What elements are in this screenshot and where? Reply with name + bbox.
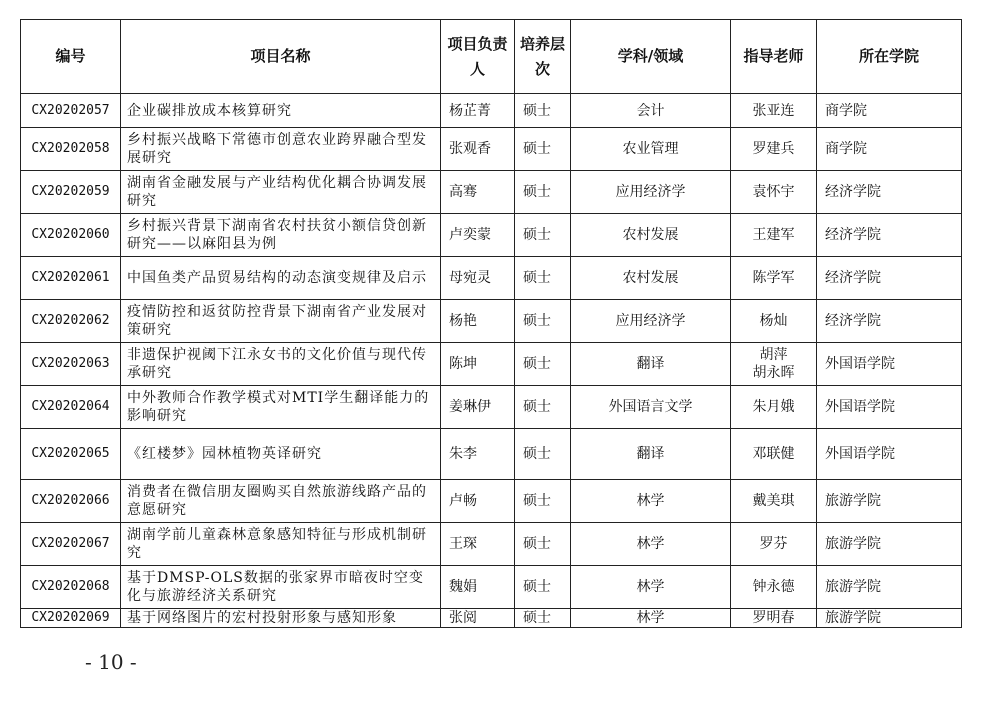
- cell-project-name: 消费者在微信朋友圈购买自然旅游线路产品的意愿研究: [121, 480, 441, 523]
- table-row: [21, 128, 962, 171]
- cell-advisor: [731, 214, 817, 257]
- cell-code: CX20202064: [21, 386, 121, 429]
- cell-lead: 高骞: [441, 171, 515, 214]
- cell-project-name: 湖南省金融发展与产业结构优化耦合协调发展研究: [121, 171, 441, 214]
- cell-field: 农村发展: [571, 214, 731, 257]
- cell-field: 翻译: [571, 343, 731, 386]
- cell-lead: 朱李: [441, 429, 515, 480]
- advisor-name: 邓联健: [752, 446, 795, 462]
- cell-college: 经济学院: [817, 300, 962, 343]
- cell-advisor: [731, 523, 817, 566]
- advisor-name: 钟永德: [752, 579, 795, 595]
- cell-project-name: 非遗保护视阈下江永女书的文化价值与现代传承研究: [121, 343, 441, 386]
- cell-college: 商学院: [817, 128, 962, 171]
- cell-level: 硕士: [515, 343, 571, 386]
- cell-college: 旅游学院: [817, 523, 962, 566]
- cell-level: 硕士: [515, 257, 571, 300]
- advisor-name: 袁怀宇: [752, 184, 795, 200]
- cell-field: 外国语言文学: [571, 386, 731, 429]
- cell-code: CX20202068: [21, 566, 121, 609]
- advisor-name: 戴美琪: [752, 493, 795, 509]
- cell-college: 商学院: [817, 94, 962, 128]
- cell-level: 硕士: [515, 214, 571, 257]
- header-advisor: 指导老师: [731, 20, 817, 94]
- cell-advisor: [731, 480, 817, 523]
- cell-lead: 母宛灵: [441, 257, 515, 300]
- table-row: [21, 343, 962, 386]
- table-row: [21, 609, 962, 628]
- cell-lead: 魏娟: [441, 566, 515, 609]
- cell-project-name: 中外教师合作教学模式对MTI学生翻译能力的影响研究: [121, 386, 441, 429]
- cell-level: 硕士: [515, 609, 571, 628]
- cell-field: 翻译: [571, 429, 731, 480]
- cell-field: 林学: [571, 566, 731, 609]
- table-row: [21, 94, 962, 128]
- cell-project-name: 《红楼梦》园林植物英译研究: [121, 429, 441, 480]
- cell-lead: 张观香: [441, 128, 515, 171]
- cell-advisor: [731, 343, 817, 386]
- cell-field: 会计: [571, 94, 731, 128]
- table-row: [21, 171, 962, 214]
- cell-field: 应用经济学: [571, 171, 731, 214]
- advisor-name: 罗芬: [759, 536, 788, 552]
- cell-lead: 卢奕蒙: [441, 214, 515, 257]
- table-row: [21, 523, 962, 566]
- cell-college: 经济学院: [817, 257, 962, 300]
- cell-level: 硕士: [515, 480, 571, 523]
- cell-code: CX20202057: [21, 94, 121, 128]
- table-header-row: [21, 20, 962, 94]
- cell-code: CX20202059: [21, 171, 121, 214]
- cell-code: CX20202066: [21, 480, 121, 523]
- header-code: 编号: [21, 20, 121, 94]
- cell-code: CX20202061: [21, 257, 121, 300]
- advisor-name: 杨灿: [759, 313, 788, 329]
- advisor-name: 朱月娥: [752, 399, 795, 415]
- cell-code: CX20202065: [21, 429, 121, 480]
- cell-lead: 杨艳: [441, 300, 515, 343]
- cell-lead: 张阅: [441, 609, 515, 628]
- cell-field: 农村发展: [571, 257, 731, 300]
- header-college: 所在学院: [817, 20, 962, 94]
- cell-college: 经济学院: [817, 171, 962, 214]
- table-row: [21, 257, 962, 300]
- cell-project-name: 乡村振兴背景下湖南省农村扶贫小额信贷创新研究——以麻阳县为例: [121, 214, 441, 257]
- cell-code: CX20202060: [21, 214, 121, 257]
- cell-lead: 卢畅: [441, 480, 515, 523]
- table-row: [21, 214, 962, 257]
- advisor-name: 罗建兵: [752, 141, 795, 157]
- page-number: - 10 -: [85, 650, 137, 674]
- cell-code: CX20202058: [21, 128, 121, 171]
- cell-advisor: [731, 429, 817, 480]
- cell-advisor: [731, 386, 817, 429]
- advisor-name: 罗明春: [752, 610, 795, 626]
- cell-level: 硕士: [515, 128, 571, 171]
- cell-advisor: [731, 94, 817, 128]
- advisor-name: 陈学军: [752, 270, 795, 286]
- cell-code: CX20202069: [21, 609, 121, 628]
- cell-college: 外国语学院: [817, 386, 962, 429]
- cell-field: 林学: [571, 523, 731, 566]
- table-row: [21, 386, 962, 429]
- cell-level: 硕士: [515, 94, 571, 128]
- cell-project-name: 中国鱼类产品贸易结构的动态演变规律及启示: [121, 257, 441, 300]
- cell-advisor: [731, 171, 817, 214]
- cell-level: 硕士: [515, 171, 571, 214]
- table-row: [21, 429, 962, 480]
- cell-lead: 杨芷菁: [441, 94, 515, 128]
- table-row: [21, 566, 962, 609]
- cell-college: 旅游学院: [817, 609, 962, 628]
- cell-project-name: 湖南学前儿童森林意象感知特征与形成机制研究: [121, 523, 441, 566]
- cell-college: 经济学院: [817, 214, 962, 257]
- cell-college: 外国语学院: [817, 429, 962, 480]
- cell-level: 硕士: [515, 386, 571, 429]
- cell-project-name: 疫情防控和返贫防控背景下湖南省产业发展对策研究: [121, 300, 441, 343]
- advisor-name: 王建军: [752, 227, 795, 243]
- cell-project-name: 基于网络图片的宏村投射形象与感知形象: [121, 609, 441, 628]
- header-name: 项目名称: [121, 20, 441, 94]
- cell-lead: 王琛: [441, 523, 515, 566]
- cell-level: 硕士: [515, 429, 571, 480]
- table-row: [21, 300, 962, 343]
- projects-table: [20, 19, 962, 628]
- header-field: 学科/领域: [571, 20, 731, 94]
- table-row: [21, 480, 962, 523]
- cell-lead: 姜琳伊: [441, 386, 515, 429]
- advisor-name: 张亚连: [752, 102, 795, 119]
- header-lead: 项目负责人: [441, 20, 515, 94]
- cell-level: 硕士: [515, 300, 571, 343]
- cell-project-name: 乡村振兴战略下常德市创意农业跨界融合型发展研究: [121, 128, 441, 171]
- cell-field: 林学: [571, 609, 731, 628]
- cell-advisor: [731, 609, 817, 628]
- cell-project-name: 基于DMSP-OLS数据的张家界市暗夜时空变化与旅游经济关系研究: [121, 566, 441, 609]
- cell-code: CX20202062: [21, 300, 121, 343]
- cell-college: 旅游学院: [817, 480, 962, 523]
- cell-advisor: [731, 300, 817, 343]
- cell-level: 硕士: [515, 523, 571, 566]
- header-level: 培养层次: [515, 20, 571, 94]
- cell-advisor: [731, 257, 817, 300]
- cell-field: 应用经济学: [571, 300, 731, 343]
- cell-level: 硕士: [515, 566, 571, 609]
- cell-code: CX20202063: [21, 343, 121, 386]
- cell-project-name: 企业碳排放成本核算研究: [121, 94, 441, 128]
- cell-lead: 陈坤: [441, 343, 515, 386]
- cell-college: 外国语学院: [817, 343, 962, 386]
- cell-field: 农业管理: [571, 128, 731, 171]
- advisor-name: 胡萍: [759, 347, 788, 363]
- cell-code: CX20202067: [21, 523, 121, 566]
- cell-advisor: [731, 566, 817, 609]
- cell-advisor: [731, 128, 817, 171]
- advisor-name: 胡永晖: [752, 365, 795, 381]
- cell-field: 林学: [571, 480, 731, 523]
- cell-college: 旅游学院: [817, 566, 962, 609]
